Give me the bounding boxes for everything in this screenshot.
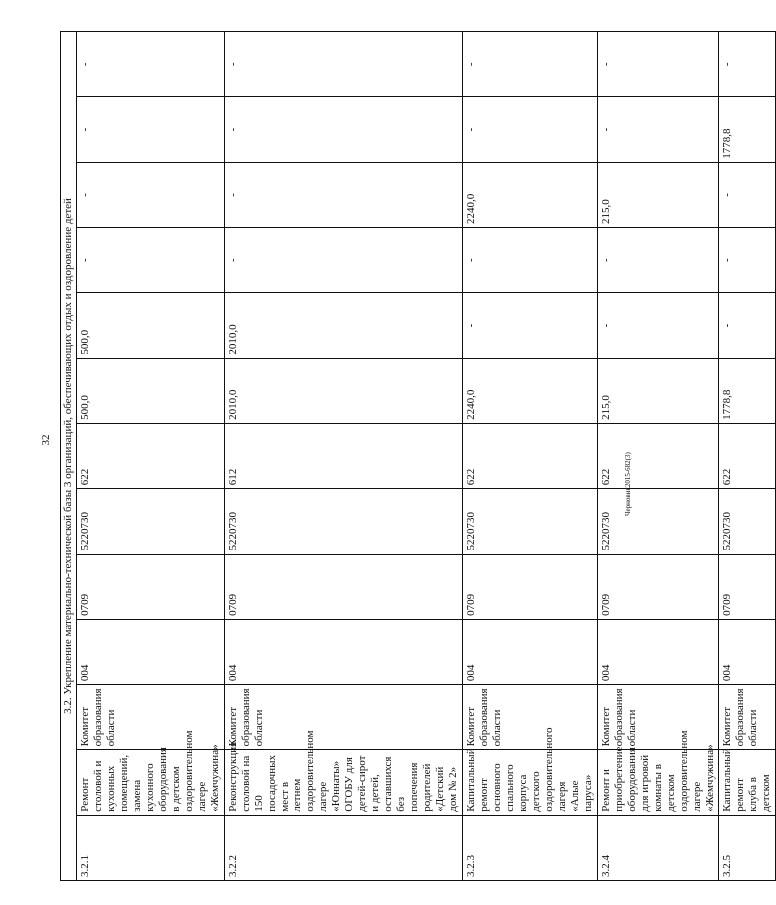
row-number: 3.2.1	[76, 815, 224, 880]
code-section: 0709	[76, 554, 224, 619]
executor: Комитет образования области	[224, 685, 462, 750]
value-year-1: 2010,0	[224, 293, 462, 358]
page-number: 32	[40, 434, 52, 446]
program-table	[60, 31, 776, 881]
value-year-5: -	[224, 32, 462, 97]
value-total: 2010,0	[224, 358, 462, 423]
code-grbs: 004	[224, 619, 462, 684]
code-article: 5220730	[597, 489, 719, 554]
measure-name: Ремонт столовой и кухонных помещений, замена кухонного оборудования в детском оздоровительном лагере «Жемчужина»	[76, 750, 224, 815]
table-row	[463, 32, 598, 881]
table-row	[719, 32, 776, 881]
value-year-2: -	[597, 228, 719, 293]
value-year-3: -	[224, 162, 462, 227]
table-row	[224, 32, 462, 881]
code-article: 5220730	[719, 489, 776, 554]
code-type: 612	[224, 423, 462, 488]
value-total: 1778,8	[719, 358, 776, 423]
footer-code: Черновик2015-682(3)	[624, 452, 632, 516]
code-section: 0709	[463, 554, 598, 619]
code-type: 622	[719, 423, 776, 488]
code-section: 0709	[224, 554, 462, 619]
value-year-4: -	[76, 97, 224, 162]
executor: Комитет образования области	[597, 685, 719, 750]
code-article: 5220730	[224, 489, 462, 554]
code-section: 0709	[719, 554, 776, 619]
value-year-1: -	[597, 293, 719, 358]
table-row	[597, 32, 719, 881]
value-year-3: 215,0	[597, 162, 719, 227]
value-year-3: 2240,0	[463, 162, 598, 227]
value-year-3: -	[719, 162, 776, 227]
value-year-4: -	[597, 97, 719, 162]
value-total: 215,0	[597, 358, 719, 423]
executor: Комитет образования области	[463, 685, 598, 750]
measure-name: Капитальный ремонт клуба в детском	[719, 750, 776, 815]
code-type: 622	[597, 423, 719, 488]
measure-name: Ремонт и приобретение оборудования для игровой комнаты в детском оздоровительном лагере «Жемчужина»	[597, 750, 719, 815]
measure-name: Реконструкция столовой на 150 посадочных мест в летнем оздоровительном лагере «Юннаты» ОГОБУ для детей-сирот и детей, оставшихся без попечения родителей «Детский дом № 2»	[224, 750, 462, 815]
value-total: 500,0	[76, 358, 224, 423]
value-year-1: -	[463, 293, 598, 358]
code-type: 622	[463, 423, 598, 488]
value-year-3: -	[76, 162, 224, 227]
section-header-row	[61, 32, 77, 881]
code-article: 5220730	[76, 489, 224, 554]
code-grbs: 004	[463, 619, 598, 684]
row-number: 3.2.3	[463, 815, 598, 880]
row-number: 3.2.5	[719, 815, 776, 880]
code-grbs: 004	[597, 619, 719, 684]
executor: Комитет образования области	[719, 685, 776, 750]
section-title: 3.2. Укрепление материально-технической базы 3 организаций, обеспечивающих отдых и оздоровление детей	[61, 32, 77, 881]
value-year-5: -	[463, 32, 598, 97]
value-year-4: -	[463, 97, 598, 162]
value-year-2: -	[224, 228, 462, 293]
code-type: 622	[76, 423, 224, 488]
value-total: 2240,0	[463, 358, 598, 423]
measure-name: Капитальный ремонт основного спального корпуса детского оздоровительного лагеря «Алые паруса»	[463, 750, 598, 815]
value-year-4: -	[224, 97, 462, 162]
code-section: 0709	[597, 554, 719, 619]
row-number: 3.2.4	[597, 815, 719, 880]
code-grbs: 004	[719, 619, 776, 684]
value-year-5: -	[719, 32, 776, 97]
value-year-2: -	[463, 228, 598, 293]
value-year-5: -	[76, 32, 224, 97]
value-year-4: 1778,8	[719, 97, 776, 162]
value-year-5: -	[597, 32, 719, 97]
value-year-1: -	[719, 293, 776, 358]
code-article: 5220730	[463, 489, 598, 554]
executor: Комитет образования области	[76, 685, 224, 750]
code-grbs: 004	[76, 619, 224, 684]
value-year-1: 500,0	[76, 293, 224, 358]
value-year-2: -	[76, 228, 224, 293]
table-row	[76, 32, 224, 881]
value-year-2: -	[719, 228, 776, 293]
row-number: 3.2.2	[224, 815, 462, 880]
